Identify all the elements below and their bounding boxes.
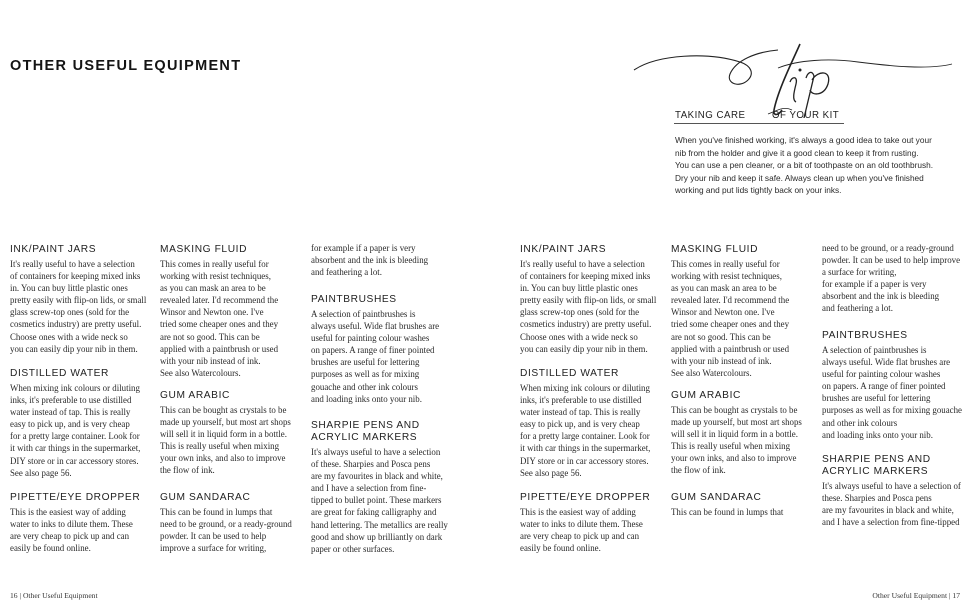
right-folio (872, 591, 960, 600)
section-heading: INK/PAINT JARS (520, 244, 607, 255)
section-text: When mixing ink colours or diluting inks, it's preferable to use distilled water instead of tap. This is really easy to pick up, and is very cheap for a pretty large container. Look for it with car things in the supermarket, DIY store or in car accessory stores. See also page 56. (10, 383, 141, 478)
section-text: This is the easiest way of adding water to inks to dilute them. These are very cheap to pick up and can easily be found online. (520, 507, 643, 554)
section-text: A selection of paintbrushes is always useful. Wide flat brushes are useful for painting colour washes on papers. A range of finer pointed brushes are useful for lettering purposes as well as for mixing gouache and other ink colours and loading inks onto your nib. (311, 309, 440, 404)
section-heading: INK/PAINT JARS (10, 244, 97, 255)
section-text: It's always useful to have a selection of these. Sharpies and Posca pens are my favourites in black and white, and I have a selection from fine- tipped to bullet point. These markers are great for faking calligraphy and hand lettering. The metallics are really good and show up brilliantly on dark paper or other surfaces. (311, 447, 448, 554)
folio-label: Other Useful Equipment (872, 591, 948, 600)
page-title: OTHER USEFUL EQUIPMENT (10, 58, 242, 74)
section-text: This comes in really useful for working with resist techniques, as you can mask an area to be revealed later. I'd recommend the Winsor and Newton one. I've tried some cheaper ones and they are not so good. This can be applied with a paintbrush or used with your nib instead of ink. See also Watercolours. (160, 259, 279, 378)
section-heading: GUM ARABIC (160, 390, 230, 401)
page-number: 17 (952, 591, 960, 600)
section-heading: GUM SANDARAC (671, 492, 762, 503)
section-heading: PAINTBRUSHES (822, 330, 908, 341)
section-heading: MASKING FLUID (671, 244, 759, 255)
section-heading: PIPETTE/EYE DROPPER (10, 492, 141, 503)
folio-divider: | (19, 591, 22, 600)
folio-label: Other Useful Equipment (22, 591, 98, 600)
section-heading: GUM SANDARAC (160, 492, 251, 503)
section-text: This comes in really useful for working with resist techniques, as you can mask an area to be revealed later. I'd recommend the Winsor and Newton one. I've tried some cheaper ones and they are not so good. This can be applied with a paintbrush or used with your nib instead of ink. See also Watercolours. (671, 259, 790, 378)
section-text: need to be ground, or a ready-ground powder. It can be used to help improve a surface for writing, for example if a paper is very absorbent and the ink is bleeding and feathering a lot. (822, 243, 961, 314)
section-heading: MASKING FLUID (160, 244, 248, 255)
section-text: This can be bought as crystals to be made up yourself, but most art shops will sell it in liquid form in a bottle. This is really useful when mixing your own inks, and also to improve the flow of ink. (160, 405, 291, 476)
tip-body: When you've finished working, it's always a good idea to take out your nib from the holder and give it a good clean to keep it from rusting. You can use a pen cleaner, or a bit of toothpaste on an old toothbrush. Dry your nib and keep it safe. Always clean up when you've finished working and put lids tightly back on your inks. (675, 135, 934, 196)
left-column-1 (10, 244, 158, 574)
left-column-2 (160, 244, 308, 574)
page-number: 16 (10, 591, 18, 600)
folio-divider: | (948, 591, 951, 600)
section-text: This is the easiest way of adding water to inks to dilute them. These are very cheap to pick up and can easily be found online. (10, 507, 133, 554)
tip-flourish-icon (628, 40, 958, 118)
section-heading: PIPETTE/EYE DROPPER (520, 492, 651, 503)
section-text: This can be found in lumps that (671, 507, 784, 517)
tip-heading-left: TAKING CARE (675, 110, 746, 121)
left-folio (10, 591, 98, 600)
right-column-3 (822, 244, 967, 574)
section-text: A selection of paintbrushes is always useful. Wide flat brushes are useful for painting colour washes on papers. A range of finer pointed brushes are useful for lettering purposes as well as for mixing gouache and other ink colours and loading inks onto your nib. (822, 345, 962, 440)
section-text: It's really useful to have a selection of containers for keeping mixed inks in. You can buy little plastic ones pretty easily with flip-on lids, or small glass screw-top ones (sold for the cosmetics industry) are pretty useful. Choose ones with a wide neck so you can easily dip your nib in them. (520, 259, 657, 354)
section-text: This can be bought as crystals to be made up yourself, but most art shops will sell it in liquid form in a bottle. This is really useful when mixing your own inks, and also to improve the flow of ink. (671, 405, 802, 476)
section-text: It's really useful to have a selection of containers for keeping mixed inks in. You can buy little plastic ones pretty easily with flip-on lids, or small glass screw-top ones (sold for the cosmetics industry) are pretty useful. Choose ones with a wide neck so you can easily dip your nib in them. (10, 259, 147, 354)
tip-heading-right: OF YOUR KIT (772, 110, 840, 121)
section-heading: GUM ARABIC (671, 390, 741, 401)
section-text: for example if a paper is very absorbent and the ink is bleeding and feathering a lot. (311, 243, 429, 278)
right-column-1 (520, 244, 668, 574)
section-heading: PAINTBRUSHES (311, 294, 397, 305)
section-heading: SHARPIE PENS AND ACRYLIC MARKERS (311, 420, 420, 443)
section-text: It's always useful to have a selection of these. Sharpies and Posca pens are my favourites in black and white, and I have a selection from fine-tipped (822, 481, 961, 528)
section-text: When mixing ink colours or diluting inks, it's preferable to use distilled water instead of tap. This is really easy to pick up, and is very cheap for a pretty large container. Look for it with car things in the supermarket, DIY store or in car accessory stores. See also page 56. (520, 383, 651, 478)
section-heading: DISTILLED WATER (10, 368, 109, 379)
section-heading: SHARPIE PENS AND ACRYLIC MARKERS (822, 454, 931, 477)
section-heading: DISTILLED WATER (520, 368, 619, 379)
section-text: This can be found in lumps that need to be ground, or a ready-ground powder. It can be used to help improve a surface for writing, (160, 507, 292, 554)
right-column-2 (671, 244, 819, 574)
tip-underline (674, 123, 844, 124)
left-column-3 (311, 244, 459, 574)
